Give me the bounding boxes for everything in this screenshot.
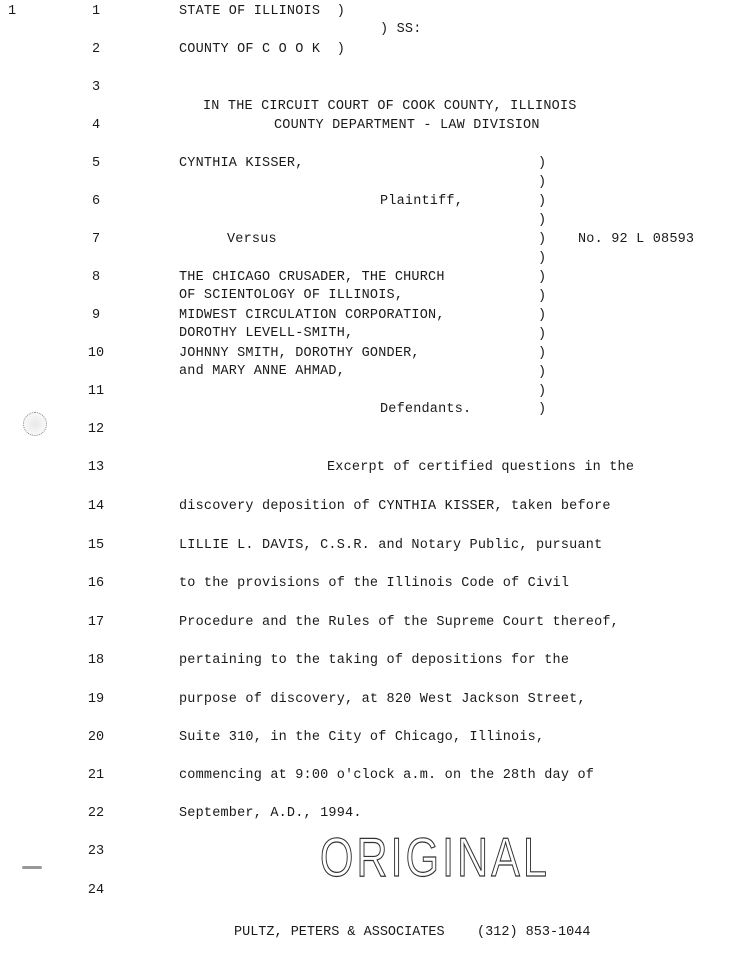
line-number: 17 bbox=[87, 615, 105, 630]
defendant-line: MIDWEST CIRCULATION CORPORATION, bbox=[179, 308, 445, 323]
plaintiff-name: CYNTHIA KISSER, bbox=[179, 156, 304, 171]
line-number: 20 bbox=[87, 730, 105, 745]
paren: ) bbox=[538, 232, 547, 247]
body-line: purpose of discovery, at 820 West Jackson Street, bbox=[179, 692, 586, 707]
paren: ) bbox=[538, 402, 547, 417]
line-number: 7 bbox=[91, 232, 101, 247]
firm-name: PULTZ, PETERS & ASSOCIATES bbox=[234, 925, 445, 940]
paren: ) bbox=[538, 270, 547, 285]
line-number: 11 bbox=[87, 384, 105, 399]
body-line: Procedure and the Rules of the Supreme Court thereof, bbox=[179, 615, 619, 630]
line-number: 21 bbox=[87, 768, 105, 783]
body-line: to the provisions of the Illinois Code of Civil bbox=[179, 576, 570, 591]
paren: ) bbox=[538, 213, 547, 228]
defendant-line: OF SCIENTOLOGY OF ILLINOIS, bbox=[179, 288, 404, 303]
paren: ) bbox=[538, 289, 547, 304]
defendants-role: Defendants. bbox=[380, 402, 472, 417]
body-line: LILLIE L. DAVIS, C.S.R. and Notary Public, pursuant bbox=[179, 538, 603, 553]
line-number: 19 bbox=[87, 692, 105, 707]
scan-mark bbox=[22, 866, 42, 869]
line-number: 10 bbox=[87, 346, 105, 361]
line-number: 23 bbox=[87, 844, 105, 859]
body-line: discovery deposition of CYNTHIA KISSER, taken before bbox=[179, 499, 611, 514]
paren: ) bbox=[538, 365, 547, 380]
county-line: COUNTY OF C O O K ) bbox=[179, 42, 346, 57]
line-number: 8 bbox=[91, 270, 101, 285]
firm-phone: (312) 853-1044 bbox=[477, 925, 591, 940]
defendant-line: THE CHICAGO CRUSADER, THE CHURCH bbox=[179, 270, 445, 285]
page-number: 1 bbox=[8, 4, 17, 19]
defendant-line: JOHNNY SMITH, DOROTHY GONDER, bbox=[179, 346, 420, 361]
line-number: 16 bbox=[87, 576, 105, 591]
line-number: 18 bbox=[87, 653, 105, 668]
court-division: COUNTY DEPARTMENT - LAW DIVISION bbox=[274, 118, 540, 133]
defendant-line: DOROTHY LEVELL-SMITH, bbox=[179, 326, 354, 341]
line-number: 5 bbox=[91, 156, 101, 171]
state-line: STATE OF ILLINOIS ) bbox=[179, 4, 346, 19]
line-number: 14 bbox=[87, 499, 105, 514]
paren: ) bbox=[538, 156, 547, 171]
body-line: Suite 310, in the City of Chicago, Illinois, bbox=[179, 730, 545, 745]
line-number: 22 bbox=[87, 806, 105, 821]
line-number: 13 bbox=[87, 460, 105, 475]
punch-hole-mark bbox=[23, 412, 47, 436]
defendant-line: and MARY ANNE AHMAD, bbox=[179, 364, 346, 379]
body-line: Excerpt of certified questions in the bbox=[327, 460, 635, 475]
paren: ) bbox=[538, 194, 547, 209]
paren: ) bbox=[538, 308, 547, 323]
line-number: 2 bbox=[91, 42, 101, 57]
line-number: 24 bbox=[87, 883, 105, 898]
body-line: September, A.D., 1994. bbox=[179, 806, 362, 821]
line-number: 6 bbox=[91, 194, 101, 209]
line-number: 9 bbox=[91, 308, 101, 323]
ss-line: ) SS: bbox=[380, 22, 422, 37]
line-number: 3 bbox=[91, 80, 101, 95]
body-line: pertaining to the taking of depositions for the bbox=[179, 653, 570, 668]
paren: ) bbox=[538, 175, 547, 190]
paren: ) bbox=[538, 251, 547, 266]
case-number: No. 92 L 08593 bbox=[578, 232, 695, 247]
versus-label: Versus bbox=[227, 232, 277, 247]
line-number: 1 bbox=[91, 4, 101, 19]
body-line: commencing at 9:00 o'clock a.m. on the 28th day of bbox=[179, 768, 595, 783]
paren: ) bbox=[538, 346, 547, 361]
line-number: 12 bbox=[87, 422, 105, 437]
court-name: IN THE CIRCUIT COURT OF COOK COUNTY, ILLINOIS bbox=[203, 99, 577, 114]
original-stamp: ORIGINAL bbox=[320, 826, 550, 888]
line-number: 15 bbox=[87, 538, 105, 553]
paren: ) bbox=[538, 384, 547, 399]
footer bbox=[234, 925, 590, 940]
plaintiff-role: Plaintiff, bbox=[380, 194, 464, 209]
paren: ) bbox=[538, 327, 547, 342]
line-number: 4 bbox=[91, 118, 101, 133]
